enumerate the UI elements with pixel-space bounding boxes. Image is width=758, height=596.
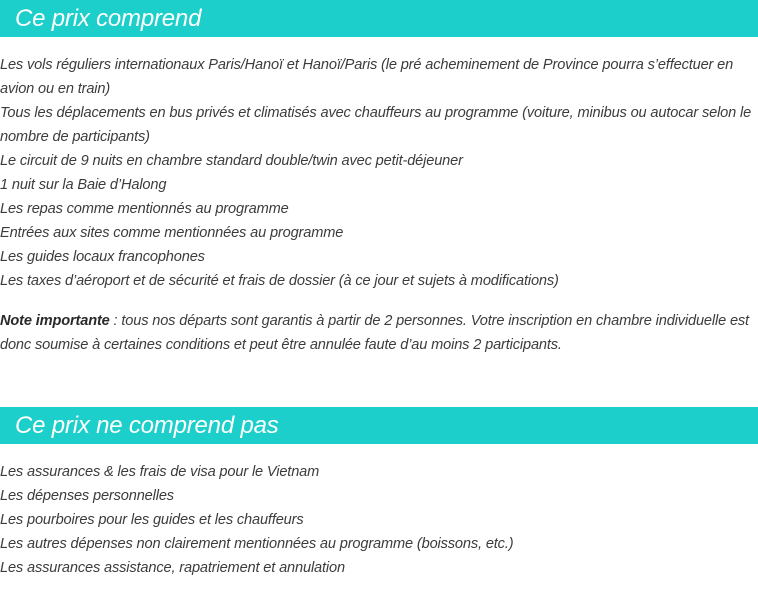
list-item: Entrées aux sites comme mentionnées au programme xyxy=(0,225,344,241)
list-item: 1 nuit sur la Baie d’Halong xyxy=(0,177,167,193)
list-item: Tous les déplacements en bus privés et climatisés avec chauffeurs au programme (voiture, minibus ou autocar selon le nombre de participants) xyxy=(0,105,752,145)
list-item: Les repas comme mentionnés au programme xyxy=(0,201,289,217)
includes-section-title: Ce prix comprend xyxy=(15,5,202,32)
important-note xyxy=(0,309,756,357)
list-item: Les taxes d’aéroport et de sécurité et frais de dossier (à ce jour et sujets à modifications) xyxy=(0,273,559,289)
important-note-label: Note importante xyxy=(0,313,110,329)
list-item: Le circuit de 9 nuits en chambre standard double/twin avec petit-déjeuner xyxy=(0,153,463,169)
excludes-section-header xyxy=(0,407,758,444)
important-note-text: : tous nos départs sont garantis à partir de 2 personnes. Votre inscription en chambre individuelle est donc soumise à certaines conditions et peut être annulée faute d’au moins 2 participants. xyxy=(0,313,749,353)
list-item: Les guides locaux francophones xyxy=(0,249,205,265)
list-item: Les autres dépenses non clairement mentionnées au programme (boissons, etc.) xyxy=(0,536,514,552)
excludes-list xyxy=(0,460,756,580)
list-item: Les assurances & les frais de visa pour le Vietnam xyxy=(0,464,320,480)
includes-list xyxy=(0,53,756,293)
list-item: Les vols réguliers internationaux Paris/Hanoï et Hanoï/Paris (le pré acheminement de Province pourra s’effectuer en avion ou en train) xyxy=(0,57,734,97)
includes-section-header xyxy=(0,0,758,37)
list-item: Les assurances assistance, rapatriement et annulation xyxy=(0,560,345,576)
list-item: Les dépenses personnelles xyxy=(0,488,174,504)
list-item: Les pourboires pour les guides et les chauffeurs xyxy=(0,512,304,528)
excludes-section-title: Ce prix ne comprend pas xyxy=(15,412,279,439)
